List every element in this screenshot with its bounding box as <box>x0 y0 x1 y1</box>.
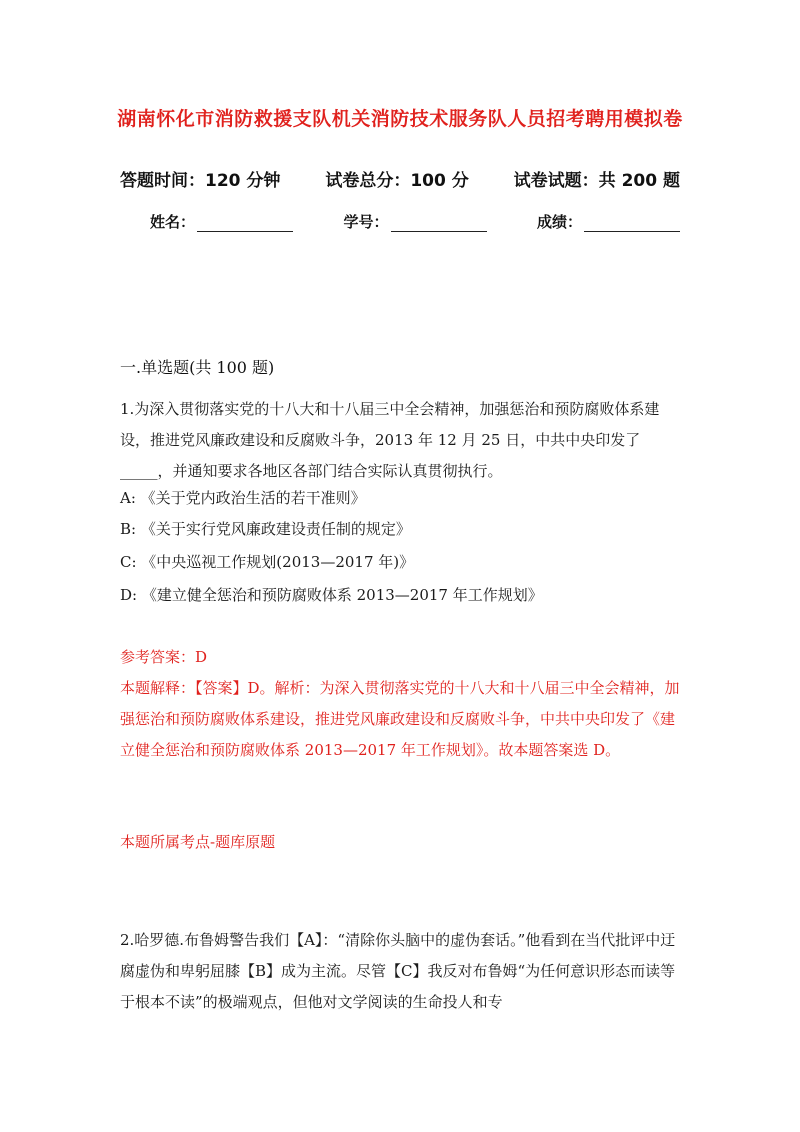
student-info <box>150 211 680 232</box>
name-label: 姓名： <box>150 213 196 231</box>
score-blank <box>584 215 680 232</box>
name-blank <box>197 215 293 232</box>
student-id-field <box>343 211 486 232</box>
score-field <box>537 211 680 232</box>
exam-question-count: 试卷试题：共 200 题 <box>513 171 680 191</box>
student-id-label: 学号： <box>343 213 389 231</box>
exam-title: 湖南怀化市消防救援支队机关消防技术服务队人员招考聘用模拟卷 <box>117 108 683 130</box>
exam-total-score: 试卷总分：100 分 <box>325 171 469 191</box>
question-1-option-a: A: 《关于党内政治生活的若干准则》 <box>120 489 366 507</box>
name-field <box>150 211 293 232</box>
question-1-text: 1.为深入贯彻落实党的十八大和十八届三中全会精神，加强惩治和预防腐败体系建设，推进党风廉政建设和反腐败斗争，2013 年 12 月 25 日，中共中央印发了_____，并通知要求各地区各部门结合实际认真贯彻执行。 <box>120 400 660 480</box>
score-label: 成绩： <box>536 213 582 231</box>
question-1-option-d: D: 《建立健全惩治和预防腐败体系 2013—2017 年工作规划》 <box>120 586 543 604</box>
exam-meta <box>120 166 680 191</box>
question-1-option-b: B: 《关于实行党风廉政建设责任制的规定》 <box>120 520 411 538</box>
question-1-answer: 参考答案：D <box>120 648 208 666</box>
question-1-point: 本题所属考点-题库原题 <box>120 833 276 851</box>
question-1-explanation: 本题解释：【答案】D。解析：为深入贯彻落实党的十八大和十八届三中全会精神，加强惩治和预防腐败体系建设，推进党风廉政建设和反腐败斗争，中共中央印发了《建立健全惩治和预防腐败体系 2013—2017 年工作规划》。故本题答案选 D。 <box>120 679 680 759</box>
exam-time: 答题时间：120 分钟 <box>120 171 281 191</box>
section-title: 一.单选题(共 100 题) <box>120 358 275 377</box>
student-id-blank <box>391 215 487 232</box>
question-2-text: 2.哈罗德.布鲁姆警告我们【A】：“清除你头脑中的虚伪套话。”他看到在当代批评中迂腐虚伪和卑躬屈膝【B】成为主流。尽管【C】我反对布鲁姆“为任何意识形态而读等于根本不读”的极端观点，但他对文学阅读的生命投人和专 <box>120 931 676 1011</box>
question-1-option-c: C: 《中央巡视工作规划(2013—2017 年)》 <box>120 553 415 571</box>
